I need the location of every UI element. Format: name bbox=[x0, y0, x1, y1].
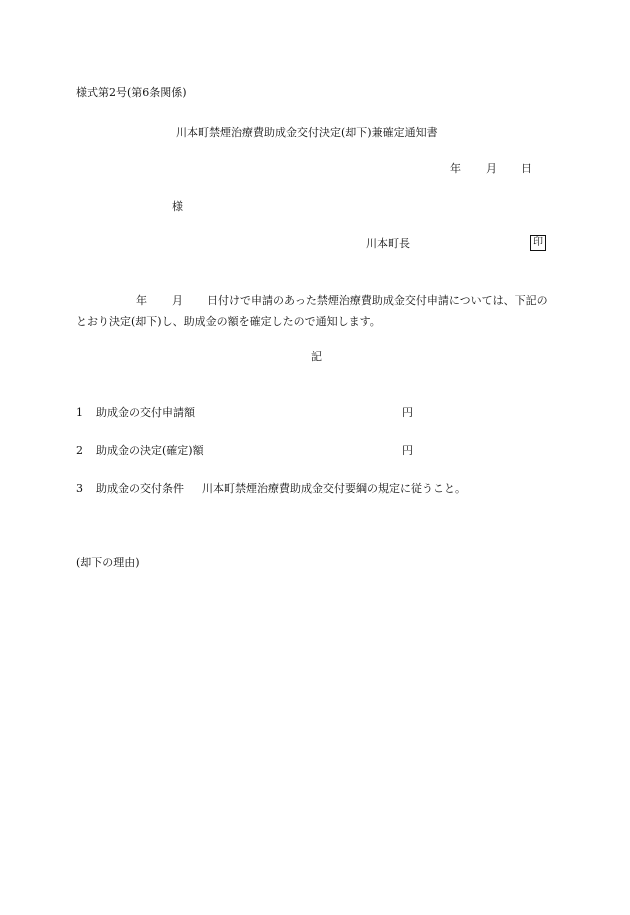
reject-reason-label: (却下の理由) bbox=[76, 556, 140, 569]
item-1-unit: 円 bbox=[402, 406, 413, 419]
date-day: 日 bbox=[521, 162, 532, 175]
item-2-label: 助成金の決定(確定)額 bbox=[96, 444, 204, 457]
recipient-suffix: 様 bbox=[172, 200, 183, 213]
seal-mark bbox=[530, 235, 546, 251]
date-month: 月 bbox=[486, 162, 497, 175]
item-3-no: 3 bbox=[76, 482, 83, 495]
item-1-label: 助成金の交付申請額 bbox=[96, 406, 195, 419]
body-paragraph bbox=[76, 290, 556, 332]
issuer-name: 川本町長 bbox=[366, 237, 410, 250]
body-year: 年 bbox=[136, 294, 147, 307]
item-2-unit: 円 bbox=[402, 444, 413, 457]
document-title: 川本町禁煙治療費助成金交付決定(却下)兼確定通知書 bbox=[176, 126, 438, 139]
form-number: 様式第2号(第6条関係) bbox=[76, 86, 187, 99]
date-year: 年 bbox=[450, 162, 461, 175]
item-1-no: 1 bbox=[76, 406, 83, 419]
item-2-no: 2 bbox=[76, 444, 83, 457]
item-3-value: 川本町禁煙治療費助成金交付要綱の規定に従うこと。 bbox=[202, 482, 466, 495]
seal-icon: 印 bbox=[530, 235, 546, 251]
body-month: 月 bbox=[172, 294, 183, 307]
ki-heading: 記 bbox=[311, 350, 322, 363]
item-3-label: 助成金の交付条件 bbox=[96, 482, 184, 495]
body-text: 日付けで申請のあった禁煙治療費助成金交付申請については、下記のとおり決定(却下)し、助成金の額を確定したので通知します。 bbox=[76, 294, 548, 328]
